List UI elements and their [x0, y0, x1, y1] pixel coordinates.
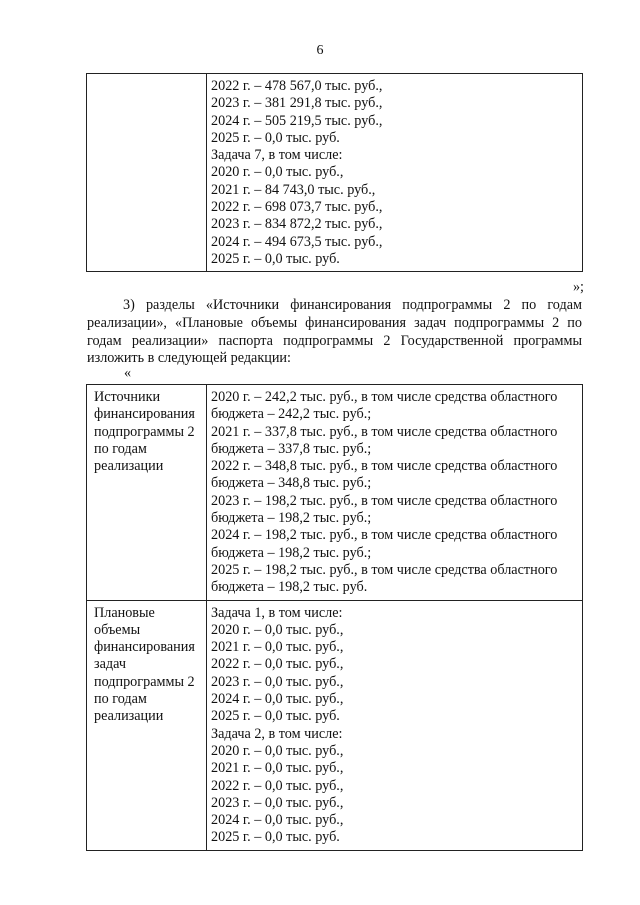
task-heading: Задача 1, в том числе: — [211, 604, 343, 621]
funding-line: 2021 г. – 84 743,0 тыс. руб., — [211, 181, 376, 198]
funding-line: 2020 г. – 242,2 тыс. руб., в том числе средства областного бюджета – 242,2 тыс. руб.; — [211, 389, 558, 423]
funding-line: 2024 г. – 0,0 тыс. руб., — [211, 812, 344, 829]
funding-line: 2021 г. – 337,8 тыс. руб., в том числе средства областного бюджета – 337,8 тыс. руб.; — [211, 423, 558, 457]
page-number: 6 — [316, 43, 324, 58]
table-value-cell — [207, 74, 583, 272]
funding-line: 2025 г. – 0,0 тыс. руб. — [211, 129, 340, 146]
passport-table — [86, 384, 583, 851]
closing-quote: »; — [572, 279, 584, 295]
funding-line: 2021 г. – 0,0 тыс. руб., — [211, 760, 344, 777]
funding-line: 2025 г. – 198,2 тыс. руб., в том числе средства областного бюджета – 198,2 тыс. руб. — [211, 561, 558, 596]
funding-line: 2024 г. – 0,0 тыс. руб., — [211, 691, 344, 708]
funding-line: 2020 г. – 0,0 тыс. руб., — [211, 742, 344, 759]
table-row — [87, 385, 583, 601]
table-row — [87, 74, 583, 272]
funding-line: 2023 г. – 0,0 тыс. руб., — [211, 673, 344, 690]
funding-line: 2022 г. – 348,8 тыс. руб., в том числе средства областного бюджета – 348,8 тыс. руб.; — [211, 458, 558, 492]
table-label-cell: Источники финансирования подпрограммы 2 по годам реализации — [87, 385, 207, 601]
amendment-paragraph: 3) разделы «Источники финансирования подпрограммы 2 по годам реализации», «Плановые объемы финансирования задач подпрограммы 2 по годам реализации» паспорта подпрограммы 2 Государственной программы изложить в следующей редакции: — [87, 297, 582, 367]
funding-line: 2021 г. – 0,0 тыс. руб., — [211, 639, 344, 656]
funding-line: 2023 г. – 381 291,8 тыс. руб., — [211, 95, 383, 112]
funding-line: 2025 г. – 0,0 тыс. руб. — [211, 708, 340, 725]
table-label-cell: Плановые объемы финансирования задач подпрограммы 2 по годам реализации — [87, 600, 207, 850]
table-value-cell — [207, 385, 583, 601]
funding-line: 2023 г. – 0,0 тыс. руб., — [211, 794, 344, 811]
funding-line: 2022 г. – 478 567,0 тыс. руб., — [211, 78, 383, 94]
funding-line: 2025 г. – 0,0 тыс. руб. — [211, 250, 340, 267]
funding-line: 2023 г. – 834 872,2 тыс. руб., — [211, 216, 383, 233]
task-heading: Задача 2, в том числе: — [211, 725, 343, 742]
funding-line: 2022 г. – 698 073,7 тыс. руб., — [211, 199, 383, 216]
funding-line: 2022 г. – 0,0 тыс. руб., — [211, 656, 344, 673]
funding-line: 2022 г. – 0,0 тыс. руб., — [211, 777, 344, 794]
opening-quote: « — [124, 365, 132, 381]
continuation-table — [86, 73, 583, 272]
funding-line: 2025 г. – 0,0 тыс. руб. — [211, 829, 340, 846]
funding-line: 2024 г. – 494 673,5 тыс. руб., — [211, 233, 383, 250]
funding-line: 2020 г. – 0,0 тыс. руб., — [211, 621, 344, 638]
table-row — [87, 600, 583, 850]
funding-line: 2024 г. – 505 219,5 тыс. руб., — [211, 112, 383, 129]
funding-line: 2020 г. – 0,0 тыс. руб., — [211, 164, 344, 181]
funding-line: 2023 г. – 198,2 тыс. руб., в том числе средства областного бюджета – 198,2 тыс. руб.; — [211, 492, 558, 527]
task-heading: Задача 7, в том числе: — [211, 147, 343, 164]
table-value-cell — [207, 600, 583, 850]
funding-line: 2024 г. – 198,2 тыс. руб., в том числе средства областного бюджета – 198,2 тыс. руб.; — [211, 527, 558, 561]
table-label-cell — [87, 74, 207, 272]
